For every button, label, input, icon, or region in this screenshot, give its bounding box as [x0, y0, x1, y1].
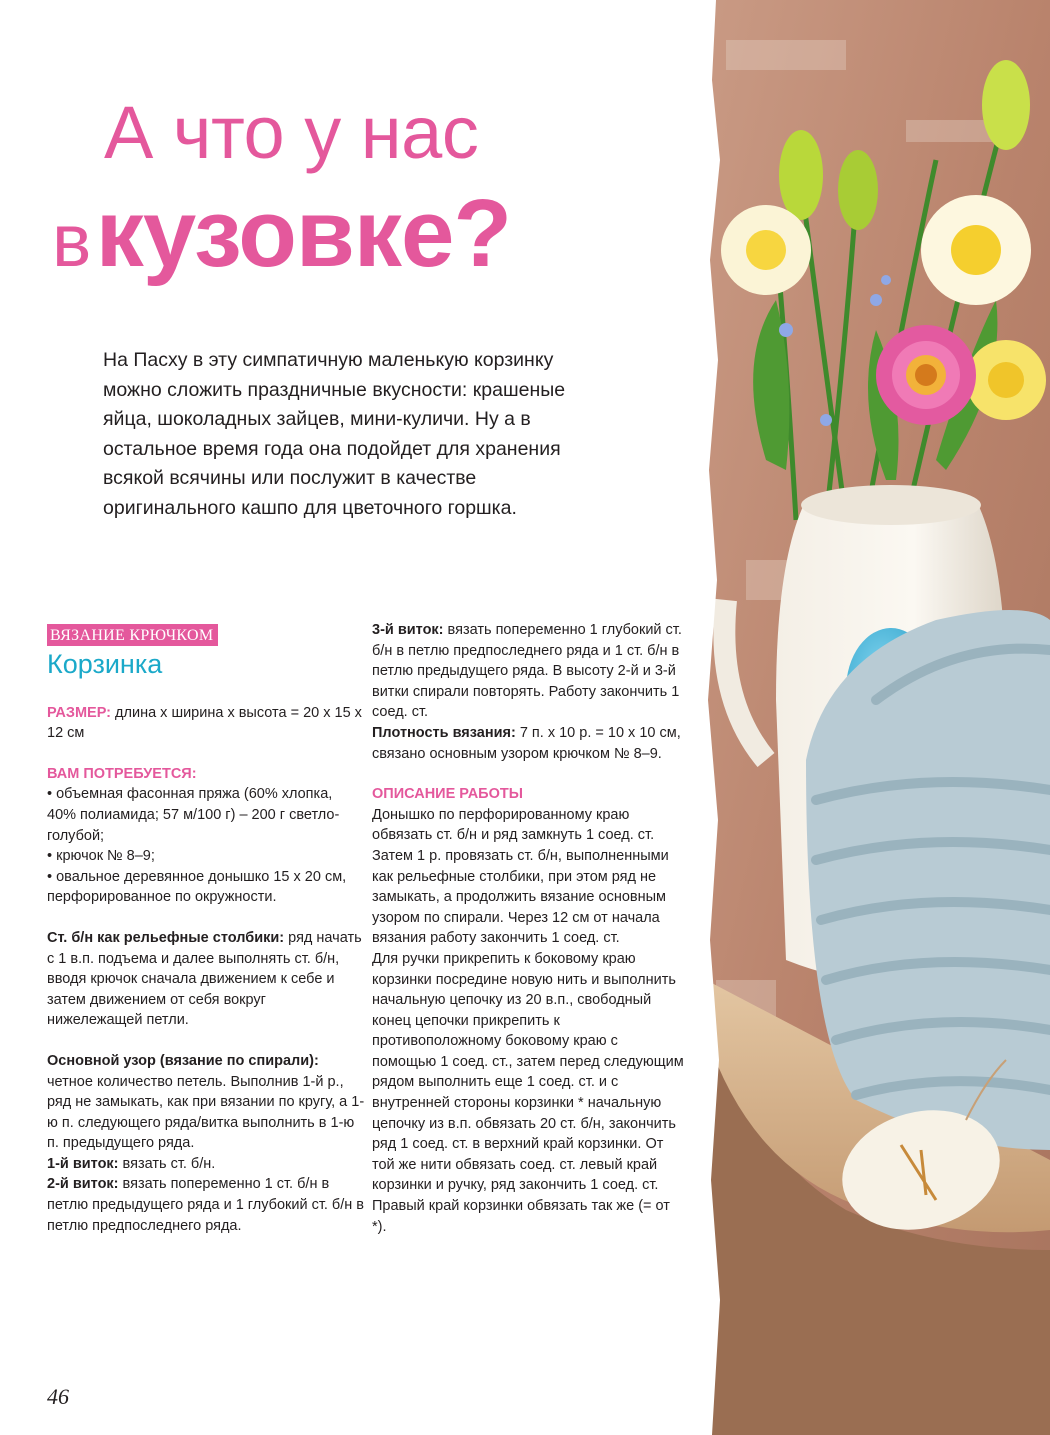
density-paragraph: [372, 723, 684, 764]
pattern-text: четное количество петель. Выполнив 1-й р., ряд не замыкать, как при вязании по кругу, а 1-ю п. следующего ряда/витка выполнить в 1-ю п. предыдущего ряда.: [47, 1073, 365, 1152]
work-paragraph-2: Для ручки прикрепить к боковому краю корзинки посредине новую нить и выполнить начальную цепочку из 20 в.п., свободный конец цепочки прикрепить к противоположному боковому краю с помощью 1 соед. ст., затем перед следующим рядом выполнить еще 1 соед. ст. и с внутренней стороны корзинки * начальную цепочку из в.п. обвязать 20 ст. б/н, закончить ряд 1 соед. ст. в верхний край корзинки. От той же нити обвязать соед. ст. левый край корзинки и ручку, ряд закончить 1 соед. ст. Правый край корзинки обвязать так же (= от *).: [372, 950, 684, 1235]
column-right: [372, 620, 684, 1237]
materials-label: ВАМ ПОТРЕБУЕТСЯ:: [47, 765, 197, 782]
size-text: длина x ширина x высота = 20 x 15 x 12 см: [47, 704, 362, 742]
rubric-label: ВЯЗАНИЕ КРЮЧКОМ: [47, 624, 218, 646]
turn3-label: 3-й виток:: [372, 622, 444, 638]
density-label: Плотность вязания:: [372, 724, 516, 741]
pattern-label: Основной узор (вязание по спирали):: [47, 1052, 319, 1069]
materials-item: • овальное деревянное донышко 15 x 20 см, перфорированное по окружности.: [47, 868, 347, 906]
turn1-text: вязать ст. б/н.: [118, 1155, 216, 1172]
headline-line-1: А что у нас: [104, 91, 479, 174]
headline-prefix: в: [52, 199, 92, 282]
materials-item: • крючок № 8–9;: [47, 848, 155, 865]
relief-paragraph: [47, 928, 365, 1031]
column-left: [47, 624, 365, 1236]
basket-photo: [706, 0, 1050, 1435]
work-label: ОПИСАНИЕ РАБОТЫ: [372, 786, 523, 803]
size-paragraph: [47, 703, 365, 744]
turn2-label: 2-й виток:: [47, 1176, 119, 1193]
relief-text: ряд начать с 1 в.п. подъема и далее выполнять ст. б/н, вводя крючок сначала движением к себе и затем движением от себя вокруг нижележащей петли.: [47, 929, 362, 1029]
size-label: РАЗМЕР:: [47, 704, 112, 721]
turn2-paragraph: [47, 1174, 365, 1236]
turn1-paragraph: [47, 1154, 365, 1175]
turn1-label: 1-й виток:: [47, 1155, 119, 1172]
project-title: Корзинка: [47, 648, 163, 679]
turn3-text: вязать попеременно 1 глубокий ст. б/н в петлю предпоследнего ряда и 1 ст. б/н в петлю предыдущего ряда. В высоту 2-й и 3-й витки спирали повторять. Работу закончить 1 соед. ст.: [372, 622, 682, 721]
materials-item: • объемная фасонная пряжа (60% хлопка, 40% полиамида; 57 м/100 г) – 200 г светло-голубой;: [47, 786, 340, 844]
density-text: 7 п. x 10 р. = 10 x 10 см, связано основным узором крючком № 8–9.: [372, 724, 681, 762]
page-number: 46: [47, 1384, 69, 1409]
work-paragraph-1: Донышко по перфорированному краю обвязать ст. б/н и ряд замкнуть 1 соед. ст. Затем 1 р. провязать ст. б/н, выполненными как рельефные столбики, при этом ряд не замыкать, а продолжить вязание основным узором по спирали. Через 12 см от начала вязания работу закончить 1 соед. ст.: [372, 806, 669, 947]
turn3-paragraph: [372, 620, 684, 723]
lead-paragraph: На Пасху в эту симпатичную маленькую корзинку можно сложить праздничные вкусности: крашеные яйца, шоколадных зайцев, мини-куличи. Ну а в остальное время года она подойдет для хранения всякой всячины или послужит в качестве оригинального кашпо для цветочного горшка.: [103, 349, 566, 519]
headline-line-2: [52, 180, 511, 287]
headline-emphasis: кузовке?: [95, 180, 511, 287]
turn2-text: вязать попеременно 1 ст. б/н в петлю предыдущего ряда и 1 глубокий ст. б/н в петлю предпоследнего ряда.: [47, 1176, 364, 1234]
relief-label: Ст. б/н как рельефные столбики:: [47, 929, 285, 946]
